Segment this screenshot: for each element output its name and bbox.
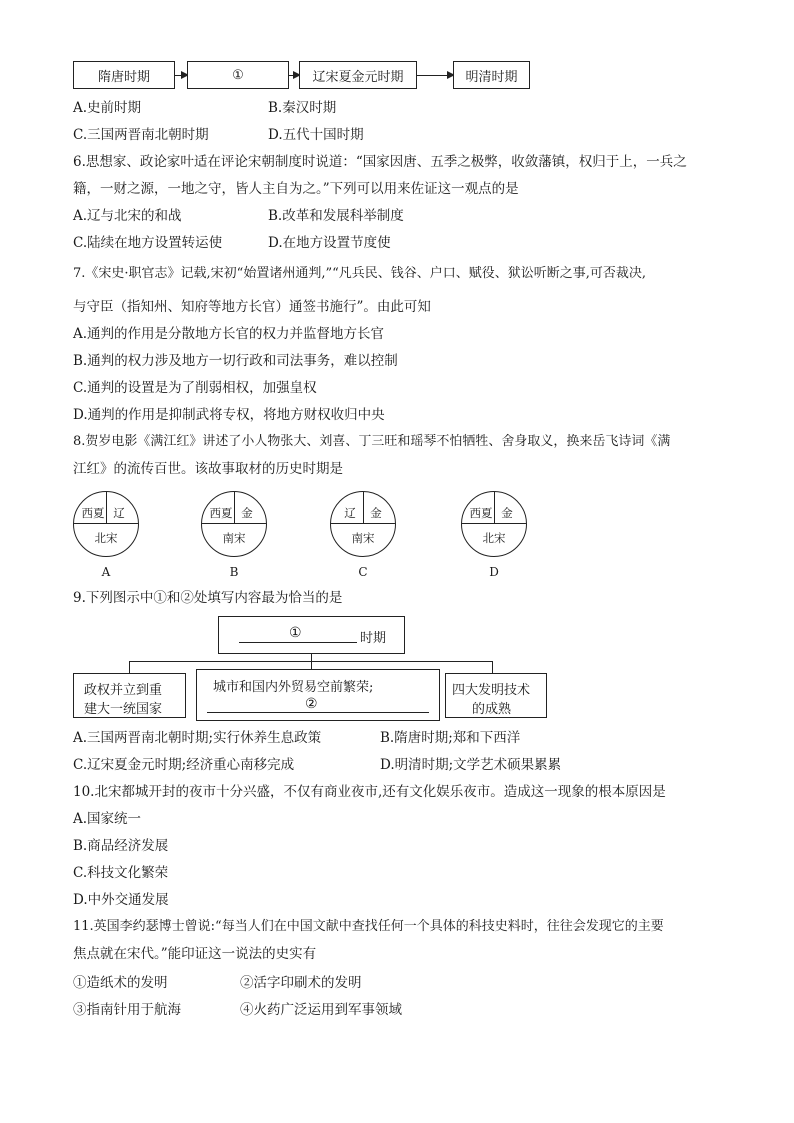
right-line1: 四大发明技术 [452,683,531,698]
flow-arrow [289,75,299,76]
circle-top-right: 金 [241,506,253,520]
q9-stem: 9.下列图示中①和②处填写内容最为恰当的是 [73,590,343,606]
q8-label-c: C [358,565,368,579]
q8-label-a: A [101,565,111,579]
q8-stem-cont: 江红》的流传百世。该故事取材的历史时期是 [73,461,343,477]
circle-top-right: 辽 [113,506,125,520]
q6-option-d: D.在地方设置节度使 [268,235,391,251]
q7-stem-cont: 与守臣（指知州、知府等地方长官）通签书施行”。由此可知 [73,299,431,315]
circle-bottom: 南宋 [222,531,246,545]
mid-line1: 城市和国内外贸易空前繁荣; [213,680,374,695]
q6-option-b: B.改革和发展科举制度 [268,208,404,224]
q6-option-c: C.陆续在地方设置转运使 [73,235,223,251]
divider [462,523,526,524]
q9-option-b: B.隋唐时期;郑和下西洋 [380,730,521,746]
q9-option-d: D.明清时期;文学艺术硕果累累 [380,757,562,773]
flow-label: 隋唐时期 [97,69,150,85]
q5-option-d: D.五代十国时期 [268,127,364,143]
circle-bottom: 南宋 [351,531,375,545]
blank-underline [239,642,357,643]
q11-stem-cont: 焦点就在宋代。”能印证这一说法的史实有 [73,946,317,962]
blank-marker: ② [305,696,318,712]
q5-option-c: C.三国两晋南北朝时期 [73,127,209,143]
circle-top-right: 金 [501,506,513,520]
flow-label: 辽宋夏金元时期 [312,69,404,85]
q10-option-d: D.中外交通发展 [73,892,169,908]
q9-middle-box [196,669,440,721]
q9-left-box [73,673,186,718]
flow-label: 明清时期 [465,69,518,85]
q7-option-a: A.通判的作用是分散地方长官的权力并监督地方长官 [73,326,385,342]
q8-circle-a [73,491,139,557]
q10-stem: 10.北宋都城开封的夜市十分兴盛，不仅有商业夜市,还有文化娱乐夜市。造成这一现象的根本原因是 [73,784,666,800]
q11-stem: 11.英国李约瑟博士曾说:“每当人们在中国文献中查找任何一个具体的科技史料时，往往会发现它的主要 [73,919,664,934]
q8-circle-c [330,491,396,557]
q6-stem: 6.思想家、政论家叶适在评论宋朝制度时说道：“国家因唐、五季之极弊，收敛藩镇，权归于上，一兵之 [73,154,687,170]
circle-top-left: 辽 [344,506,356,520]
q10-option-b: B.商品经济发展 [73,838,169,854]
q9-top-box [218,616,405,654]
connector [311,661,312,669]
blank-underline [207,712,429,713]
q9-option-a: A.三国两晋南北朝时期;实行休养生息政策 [73,730,322,746]
q11-item-2: ②活字印刷术的发明 [240,975,362,991]
divider [74,523,138,524]
divider [202,523,266,524]
circle-top-left: 西夏 [209,506,233,520]
left-line1: 政权并立到重 [84,683,163,698]
divider [331,523,395,524]
q5-option-a: A.史前时期 [73,100,142,116]
q10-option-c: C.科技文化繁荣 [73,865,169,881]
q7-option-d: D.通判的作用是抑制武将专权，将地方财权收归中央 [73,407,385,423]
q6-option-a: A.辽与北宋的和战 [73,208,182,224]
flow-box-sui-tang [73,61,175,89]
left-line2: 建大一统国家 [84,702,163,717]
circle-top-left: 西夏 [81,506,105,520]
flow-arrow [175,75,187,76]
q8-label-d: D [489,565,499,579]
q8-stem: 8.贺岁电影《满江红》讲述了小人物张大、刘喜、丁三旺和瑶琴不怕牺牲、舍身取义，换来岳飞诗词《满 [73,434,671,449]
q9-right-box [445,673,547,718]
circle-top-left: 西夏 [469,506,493,520]
q9-option-c: C.辽宋夏金元时期;经济重心南移完成 [73,757,295,773]
flow-box-blank [187,61,289,89]
q7-option-c: C.通判的设置是为了削弱相权，加强皇权 [73,380,317,396]
circle-bottom: 北宋 [94,531,118,545]
blank-marker: ① [289,625,302,641]
q6-stem-cont: 籍，一财之源，一地之守，皆人主自为之。”下列可以用来佐证这一观点的是 [73,181,519,197]
flow-label: ① [232,67,244,83]
q11-item-1: ①造纸术的发明 [73,975,168,991]
q8-label-b: B [229,565,239,579]
circle-top-right: 金 [370,506,382,520]
q7-stem: 7.《宋史·职官志》记载,宋初“始置诸州通判,”“凡兵民、钱谷、户口、赋役、狱讼听断之事,可否裁决, [73,266,647,281]
q7-option-b: B.通判的权力涉及地方一切行政和司法事务，难以控制 [73,353,398,369]
flow-box-liao-song [299,61,417,89]
q8-circle-d [461,491,527,557]
right-line2: 的成熟 [472,702,512,717]
q10-option-a: A.国家统一 [73,811,142,827]
q5-option-b: B.秦汉时期 [268,100,337,116]
q11-item-3: ③指南针用于航海 [73,1002,181,1018]
circle-bottom: 北宋 [482,531,506,545]
flow-box-ming-qing [453,61,530,89]
flow-arrow [417,75,453,76]
q11-item-4: ④火药广泛运用到军事领域 [240,1002,402,1018]
top-suffix: 时期 [360,631,387,646]
q8-circle-b [201,491,267,557]
